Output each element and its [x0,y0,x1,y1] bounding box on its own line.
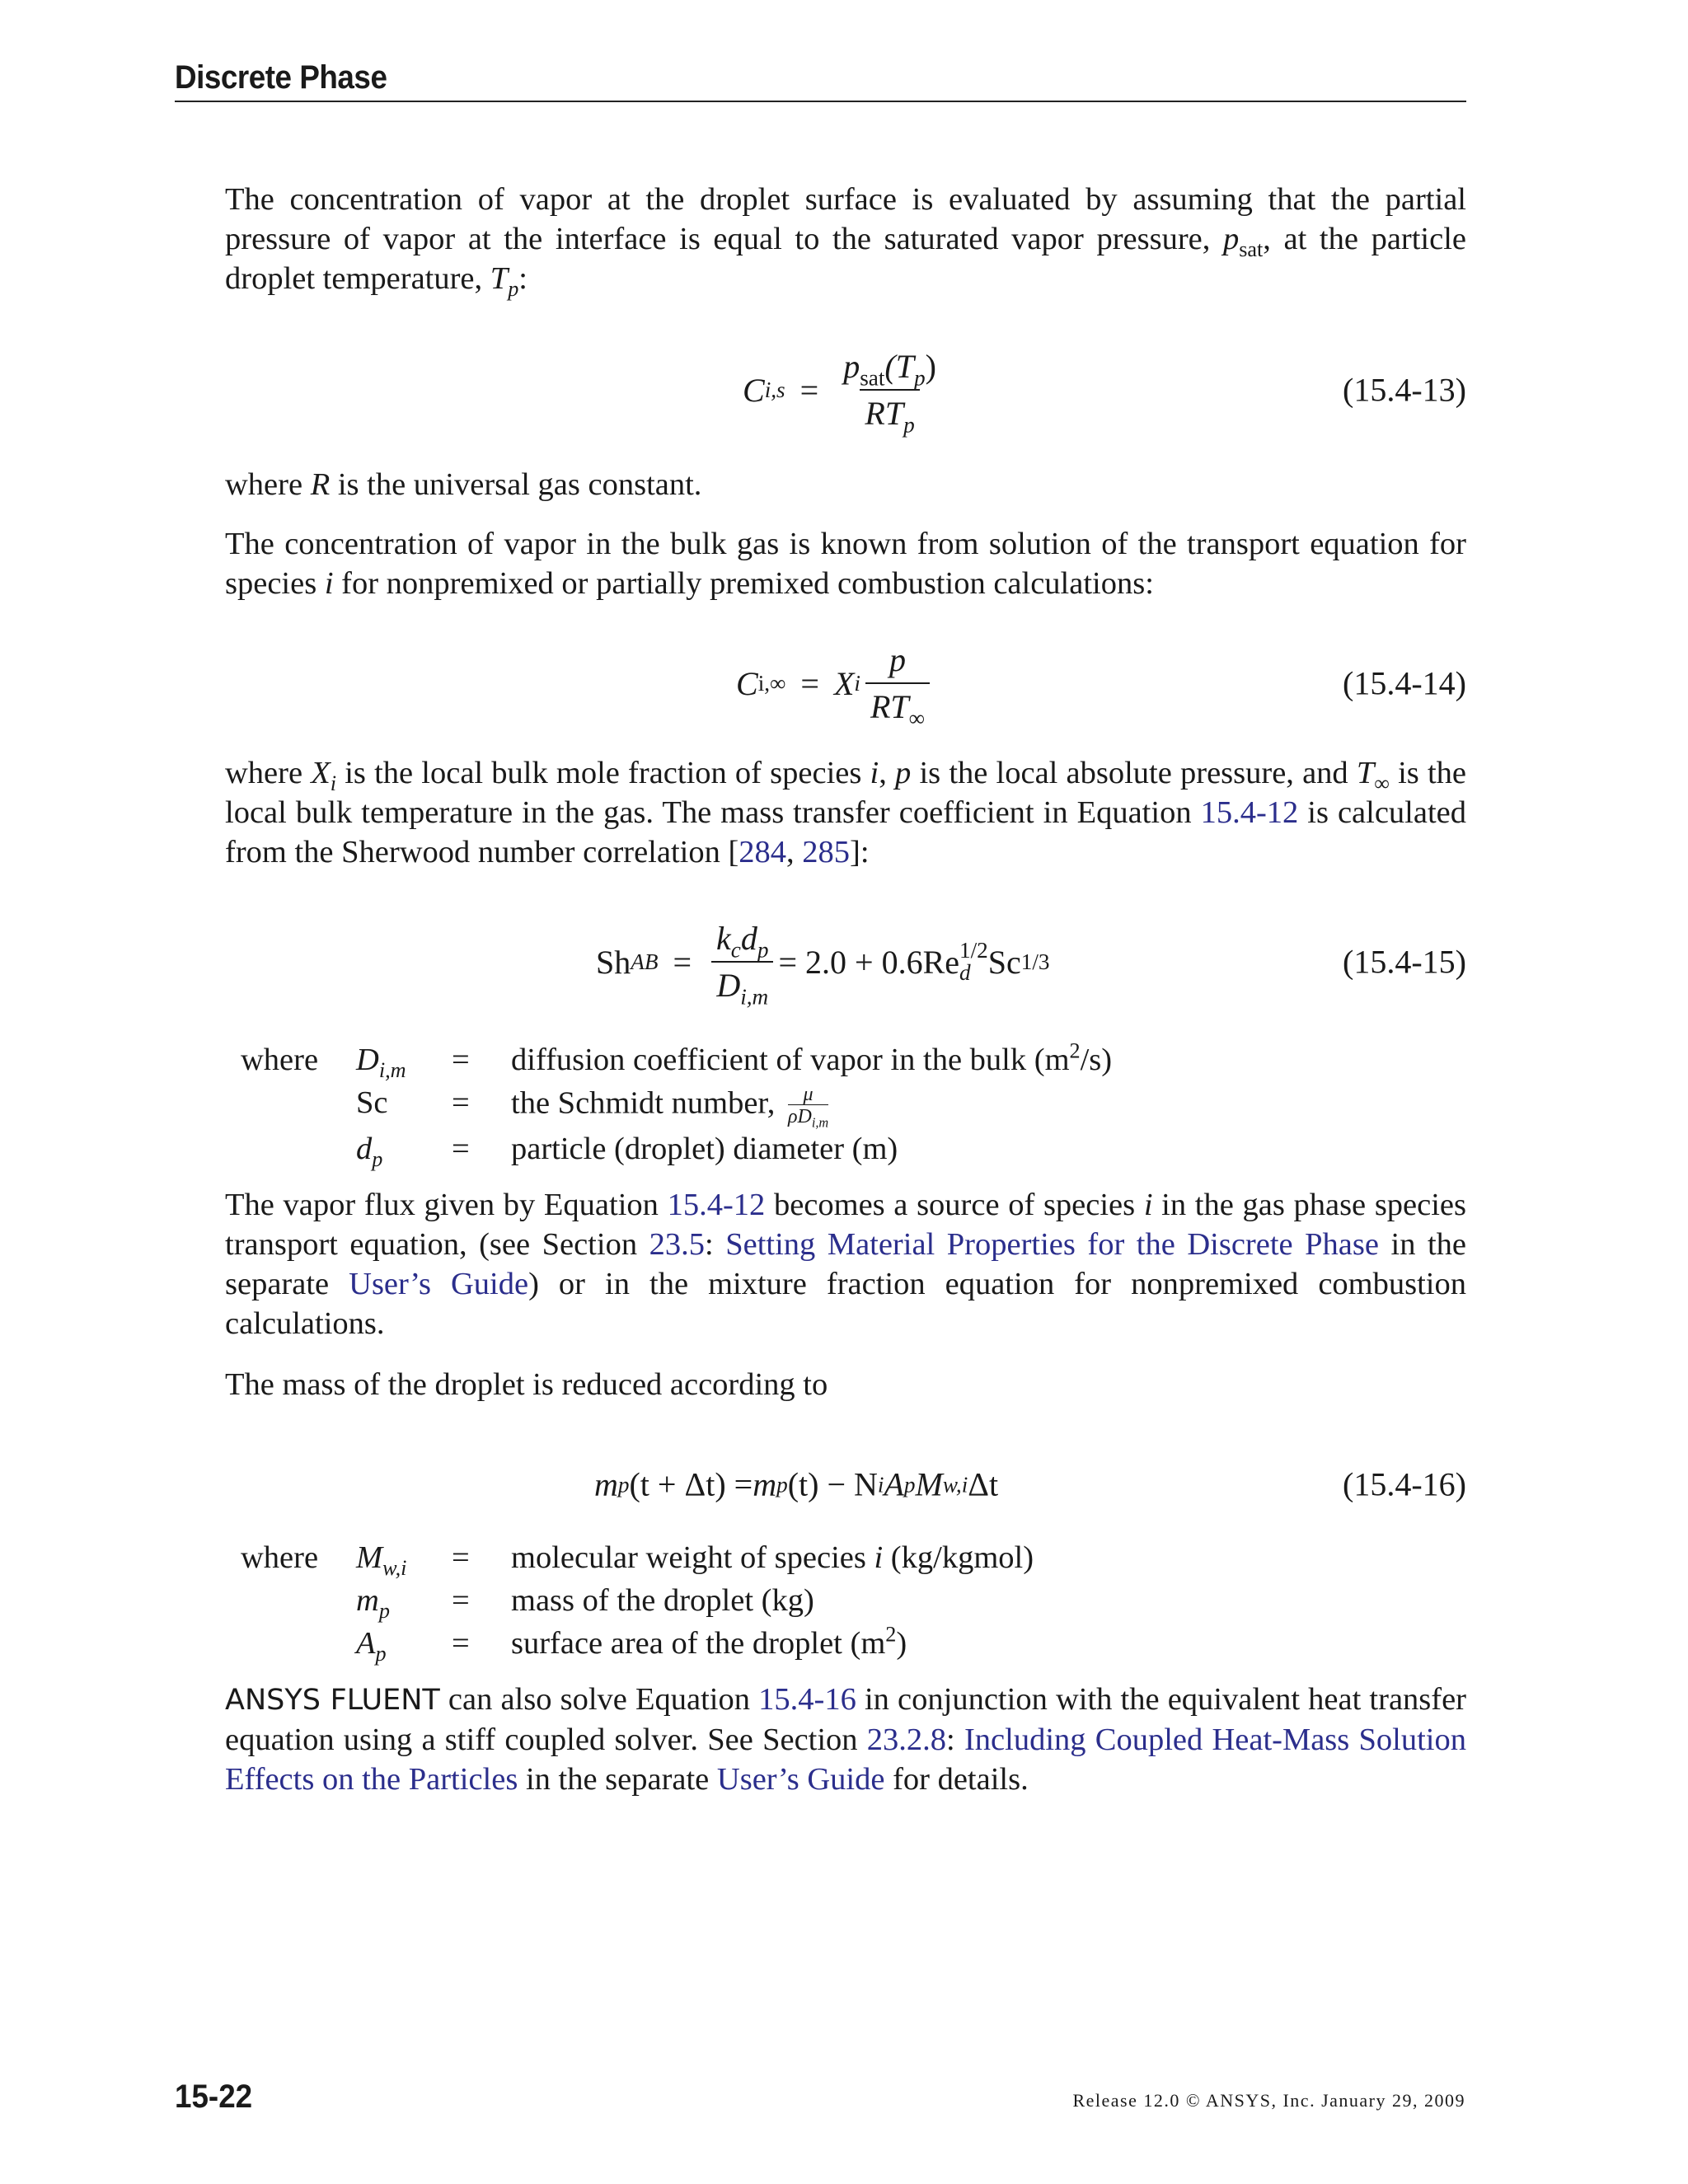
section-link[interactable]: 23.5 [649,1227,705,1262]
paragraph-gas-constant: where R is the universal gas constant. [225,467,702,502]
paragraph-vapor-flux: The vapor flux given by Equation 15.4-12 becomes a source of species i in the gas phase species transport equation, (see Section 23.5: Setting Material Properties for the Discrete Phase in the separate User’s Guide) or in the mixture fraction equation for nonpremixed combustion calculations. [225,1188,1467,1341]
equation-15-4-13: C i,s = $\frac{p_{sat}(T_p)}{RT_p}$ (15.4-13) [743,348,1466,438]
paragraph-vapor-surface: The concentration of vapor at the droplet surface is evaluated by assuming that the partial pressure of vapor at the interface is equal to the saturated vapor pressure, $p_{sat}$, at the particle droplet temperature, $T_p$: [225,182,1466,302]
paragraph-coupled-solver: ANSYS FLUENT can also solve Equation 15.4-16 in conjunction with the equivalent heat transfer equation using a stiff coupled solver. See Section 23.2.8: Including Coupled Heat-Mass Solution Effects on the Particles in the separate User’s Guide for details. [225,1682,1466,1797]
equation-link[interactable]: 15.4-12 [1200,795,1299,830]
paragraph-mass-reduction: The mass of the droplet is reduced according to [225,1367,828,1402]
equation-number: (15.4-14) [1343,664,1466,702]
equation-link[interactable]: 15.4-16 [758,1682,856,1717]
equation-number: (15.4-16) [1343,1465,1466,1503]
equation-link[interactable]: 15.4-12 [667,1188,766,1222]
section-title-link[interactable]: Including Coupled Heat-Mass Solution Effects on the Particles [225,1722,1466,1797]
equation-15-4-16: m p (t + Δt) = m p (t) − N i A p M w,i Δt (15.4-16) [594,1465,1466,1503]
users-guide-link[interactable]: User’s Guide [716,1762,885,1797]
users-guide-link[interactable]: User’s Guide [349,1267,529,1301]
fraction: $\frac{p}{RT_\infty}$ [865,640,930,726]
section-link[interactable]: 23.2.8 [866,1722,947,1757]
citation-link[interactable]: 285 [802,835,851,869]
page-number: 15-22 [175,2079,253,2115]
equation-number: (15.4-13) [1343,371,1466,409]
schmidt-fraction: $\frac{\mu}{\rho D_{i,m}}$ [787,1084,829,1131]
product-name: ANSYS FLUENT [225,1684,440,1717]
section-title-link[interactable]: Setting Material Properties for the Discrete Phase [725,1227,1379,1262]
equation-15-4-15: Sh AB = $\frac{k_cd_p}{D_{i,m}}$ = 2.0 + 0.6Re 1/2 d Sc 1/3 (15.4-15) [596,920,1466,1010]
header-rule [175,101,1466,102]
release-notice: Release 12.0 © ANSYS, Inc. January 29, 2009 [1072,2090,1465,2111]
equation-number: (15.4-15) [1343,943,1466,981]
fraction: $\frac{p_{sat}(T_p)}{RT_p}$ [843,348,936,438]
citation-link[interactable]: 284 [738,835,787,869]
equation-15-4-14: C i,∞ = X i $\frac{p}{RT_\infty}$ (15.4-14) [736,641,1466,731]
paragraph-sherwood: where $X_i$ is the local bulk mole fraction of species i, p is the local absolute pressure, and $T_\infty$ is the local bulk temperature in the gas. The mass transfer coefficient in Equation 15.4-12 is calculated from the Sherwood number correlation [284, 285]: [225,756,1466,869]
fraction: $\frac{k_cd_p}{D_{i,m}}$ [711,919,773,1005]
paragraph-bulk-concentration: The concentration of vapor in the bulk gas is known from solution of the transport equation for species i for nonpremixed or partially premixed combustion calculations: [225,527,1466,601]
running-header: Discrete Phase [175,59,387,96]
document-page: Discrete Phase The concentration of vapor at the droplet surface is evaluated by assuming that the partial pressure of vapor at the interface is equal to the saturated vapor pressure, $p_{sat}$, at the particle droplet temperature, $T_p$: C i,s = $\frac{p_{sat}(T_p)}{RT_p}$ (15.4-13) where R is the universal gas constant. The concentration of vapor in the bulk gas is known from solution of the transport equation for species i for nonpremixed or partially premixed combustion calculations: C i,∞ = X i $\frac{p}{RT_\infty}$ (15.4-14) where $X_i$ is the local bulk mole fraction of species i, p is the local absolute pressure, and $T_\infty$ is the local bulk temperature in the gas. The mass transfer coefficient in Equation 15.4-12 is calculated from the Sherwood number correlation [284, 285]: Sh AB = $\frac{k_cd_p}{D_{i,m}}$ = 2.0 + 0.6Re 1/2 d Sc 1/3 (15.4-15) where $D_{i,m}$ = diffusion coefficient of vapor in the bulk $(m^2/s)$ Sc = the Schmidt number, $\frac{\mu}{\rho D_{i,m}}$ $d_p$ = particle (droplet) diameter (m) The vapor flux given by Equation 15.4-12 becomes a source of species i in the gas phase species transport equation, (see Section 23.5: Setting Material Properties for the Discrete Phase in the separate User’s Guide) or in the mixture fraction equation for nonpremixed combustion calculations. The mass of the droplet is reduced according to m p (t + Δt) = m p (t) − N i A p M w,i Δt (15.4-16) where $M_{w,i}$ = molecular weight of species i (kg/kgmol) $m_p$ = mass of the droplet (kg) $A_p$ = surface area of the droplet $(m^2)$ ANSYS FLUENT can also solve Equation 15.4-16 in conjunction with the equivalent heat transfer equation using a stiff coupled solver. See Section 23.2.8: Including Coupled Heat-Mass Solution Effects on the Particles in the separate User’s Guide for details. 15-22 Release 12.0 © ANSYS, Inc. January 29, 2009 [175,59,1467,2115]
